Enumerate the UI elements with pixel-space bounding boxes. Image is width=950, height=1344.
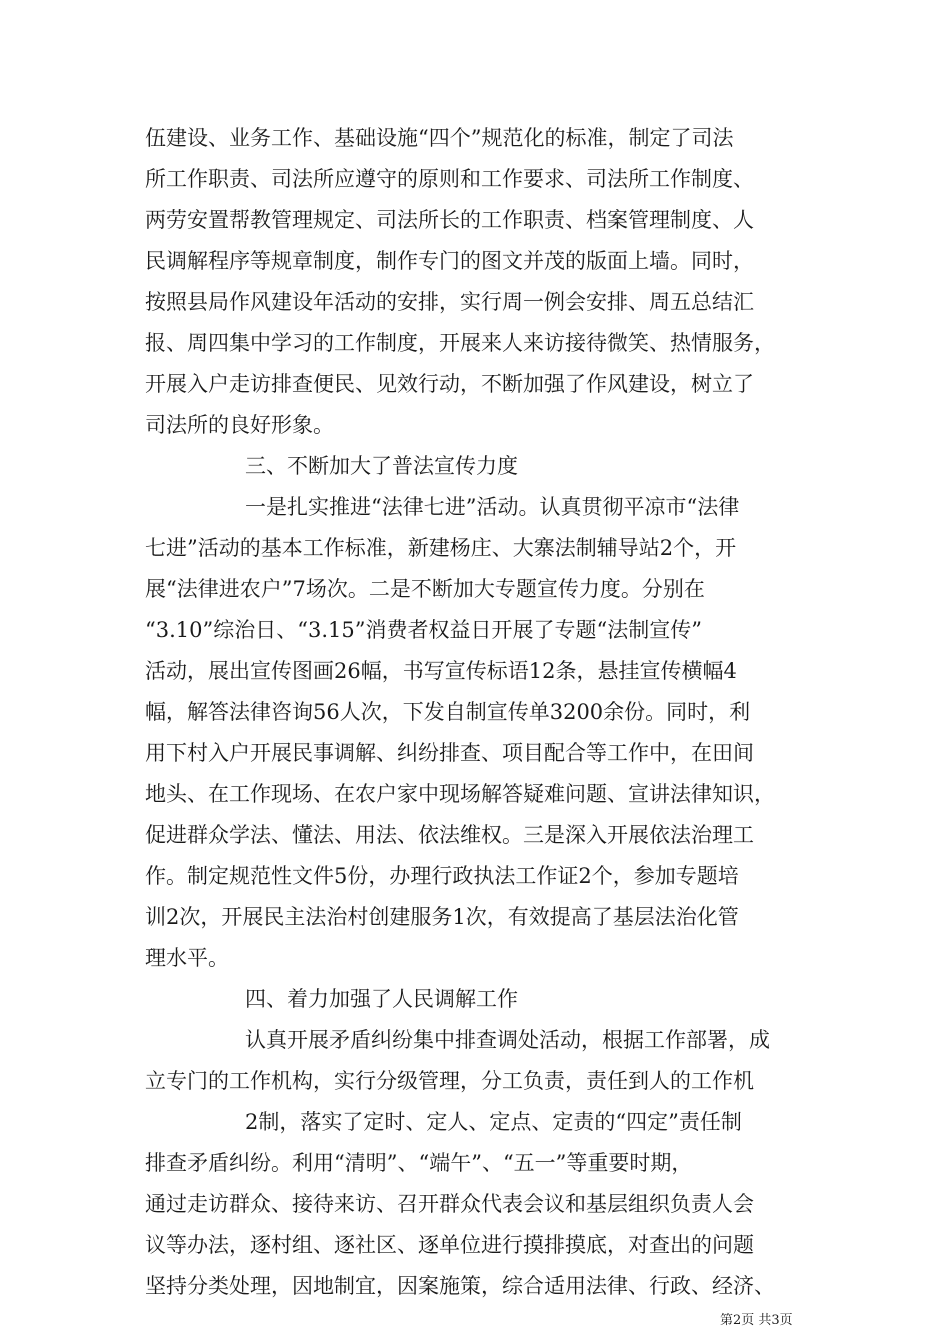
body-text-line: 司法所的良好形象。	[145, 413, 334, 437]
body-text-line: 幅，解答法律咨询56人次，下发自制宣传单3200余份。同时，利	[145, 700, 751, 724]
section-heading: 四、着力加强了人民调解工作	[245, 987, 518, 1011]
paragraph-start-line: 认真开展矛盾纠纷集中排查调处活动，根据工作部署，成	[245, 1028, 770, 1052]
body-text-line: 理水平。	[145, 946, 229, 970]
body-text-line: 促进群众学法、懂法、用法、依法维权。三是深入开展依法治理工	[145, 823, 754, 847]
body-text-line: 坚持分类处理，因地制宜，因案施策，综合适用法律、行政、经济、	[145, 1274, 775, 1298]
body-text-line: 作。制定规范性文件5份，办理行政执法工作证2个，参加专题培	[145, 864, 739, 888]
body-text-line: 训2次，开展民主法治村创建服务1次，有效提高了基层法治化管	[145, 905, 739, 929]
body-text-line: 活动，展出宣传图画26幅，书写宣传标语12条，悬挂宣传横幅4	[145, 659, 737, 683]
body-text-line: 两劳安置帮教管理规定、司法所长的工作职责、档案管理制度、人	[145, 208, 754, 232]
page-footer: 第2页 共3页	[720, 1313, 793, 1328]
body-text-line: 议等办法，逐村组、逐社区、逐单位进行摸排摸底，对查出的问题	[145, 1233, 754, 1257]
body-text-line: 展“法律进农户”7场次。二是不断加大专题宣传力度。分别在	[145, 577, 705, 601]
body-text-line: 民调解程序等规章制度，制作专门的图文并茂的版面上墙。同时，	[145, 249, 754, 273]
body-text-line: 立专门的工作机构，实行分级管理，分工负责，责任到人的工作机	[145, 1069, 754, 1093]
body-text-line: 按照县局作风建设年活动的安排，实行周一例会安排、周五总结汇	[145, 290, 754, 314]
body-text-line: 排查矛盾纠纷。利用“清明”、“端午”、“五一”等重要时期，	[145, 1151, 693, 1175]
body-text-line: 用下村入户开展民事调解、纠纷排查、项目配合等工作中，在田间	[145, 741, 754, 765]
body-text-line: 2制，落实了定时、定人、定点、定责的“四定”责任制	[245, 1110, 742, 1134]
body-text-line: 开展入户走访排查便民、见效行动，不断加强了作风建设，树立了	[145, 372, 754, 396]
paragraph-start-line: 一是扎实推进“法律七进”活动。认真贯彻平凉市“法律	[245, 495, 740, 519]
body-text-line: “3.10”综治日、“3.15”消费者权益日开展了专题“法制宣传”	[145, 618, 702, 642]
section-heading: 三、不断加大了普法宣传力度	[245, 454, 518, 478]
body-text-line: 伍建设、业务工作、基础设施“四个”规范化的标准，制定了司法	[145, 126, 734, 150]
body-text-line: 通过走访群众、接待来访、召开群众代表会议和基层组织负责人会	[145, 1192, 754, 1216]
body-text-line: 七进”活动的基本工作标准，新建杨庄、大寨法制辅导站2个，开	[145, 536, 737, 560]
body-text-line: 地头、在工作现场、在农户家中现场解答疑难问题、宣讲法律知识，	[145, 782, 775, 806]
body-text-line: 所工作职责、司法所应遵守的原则和工作要求、司法所工作制度、	[145, 167, 754, 191]
body-text-line: 报、周四集中学习的工作制度，开展来人来访接待微笑、热情服务，	[145, 331, 775, 355]
